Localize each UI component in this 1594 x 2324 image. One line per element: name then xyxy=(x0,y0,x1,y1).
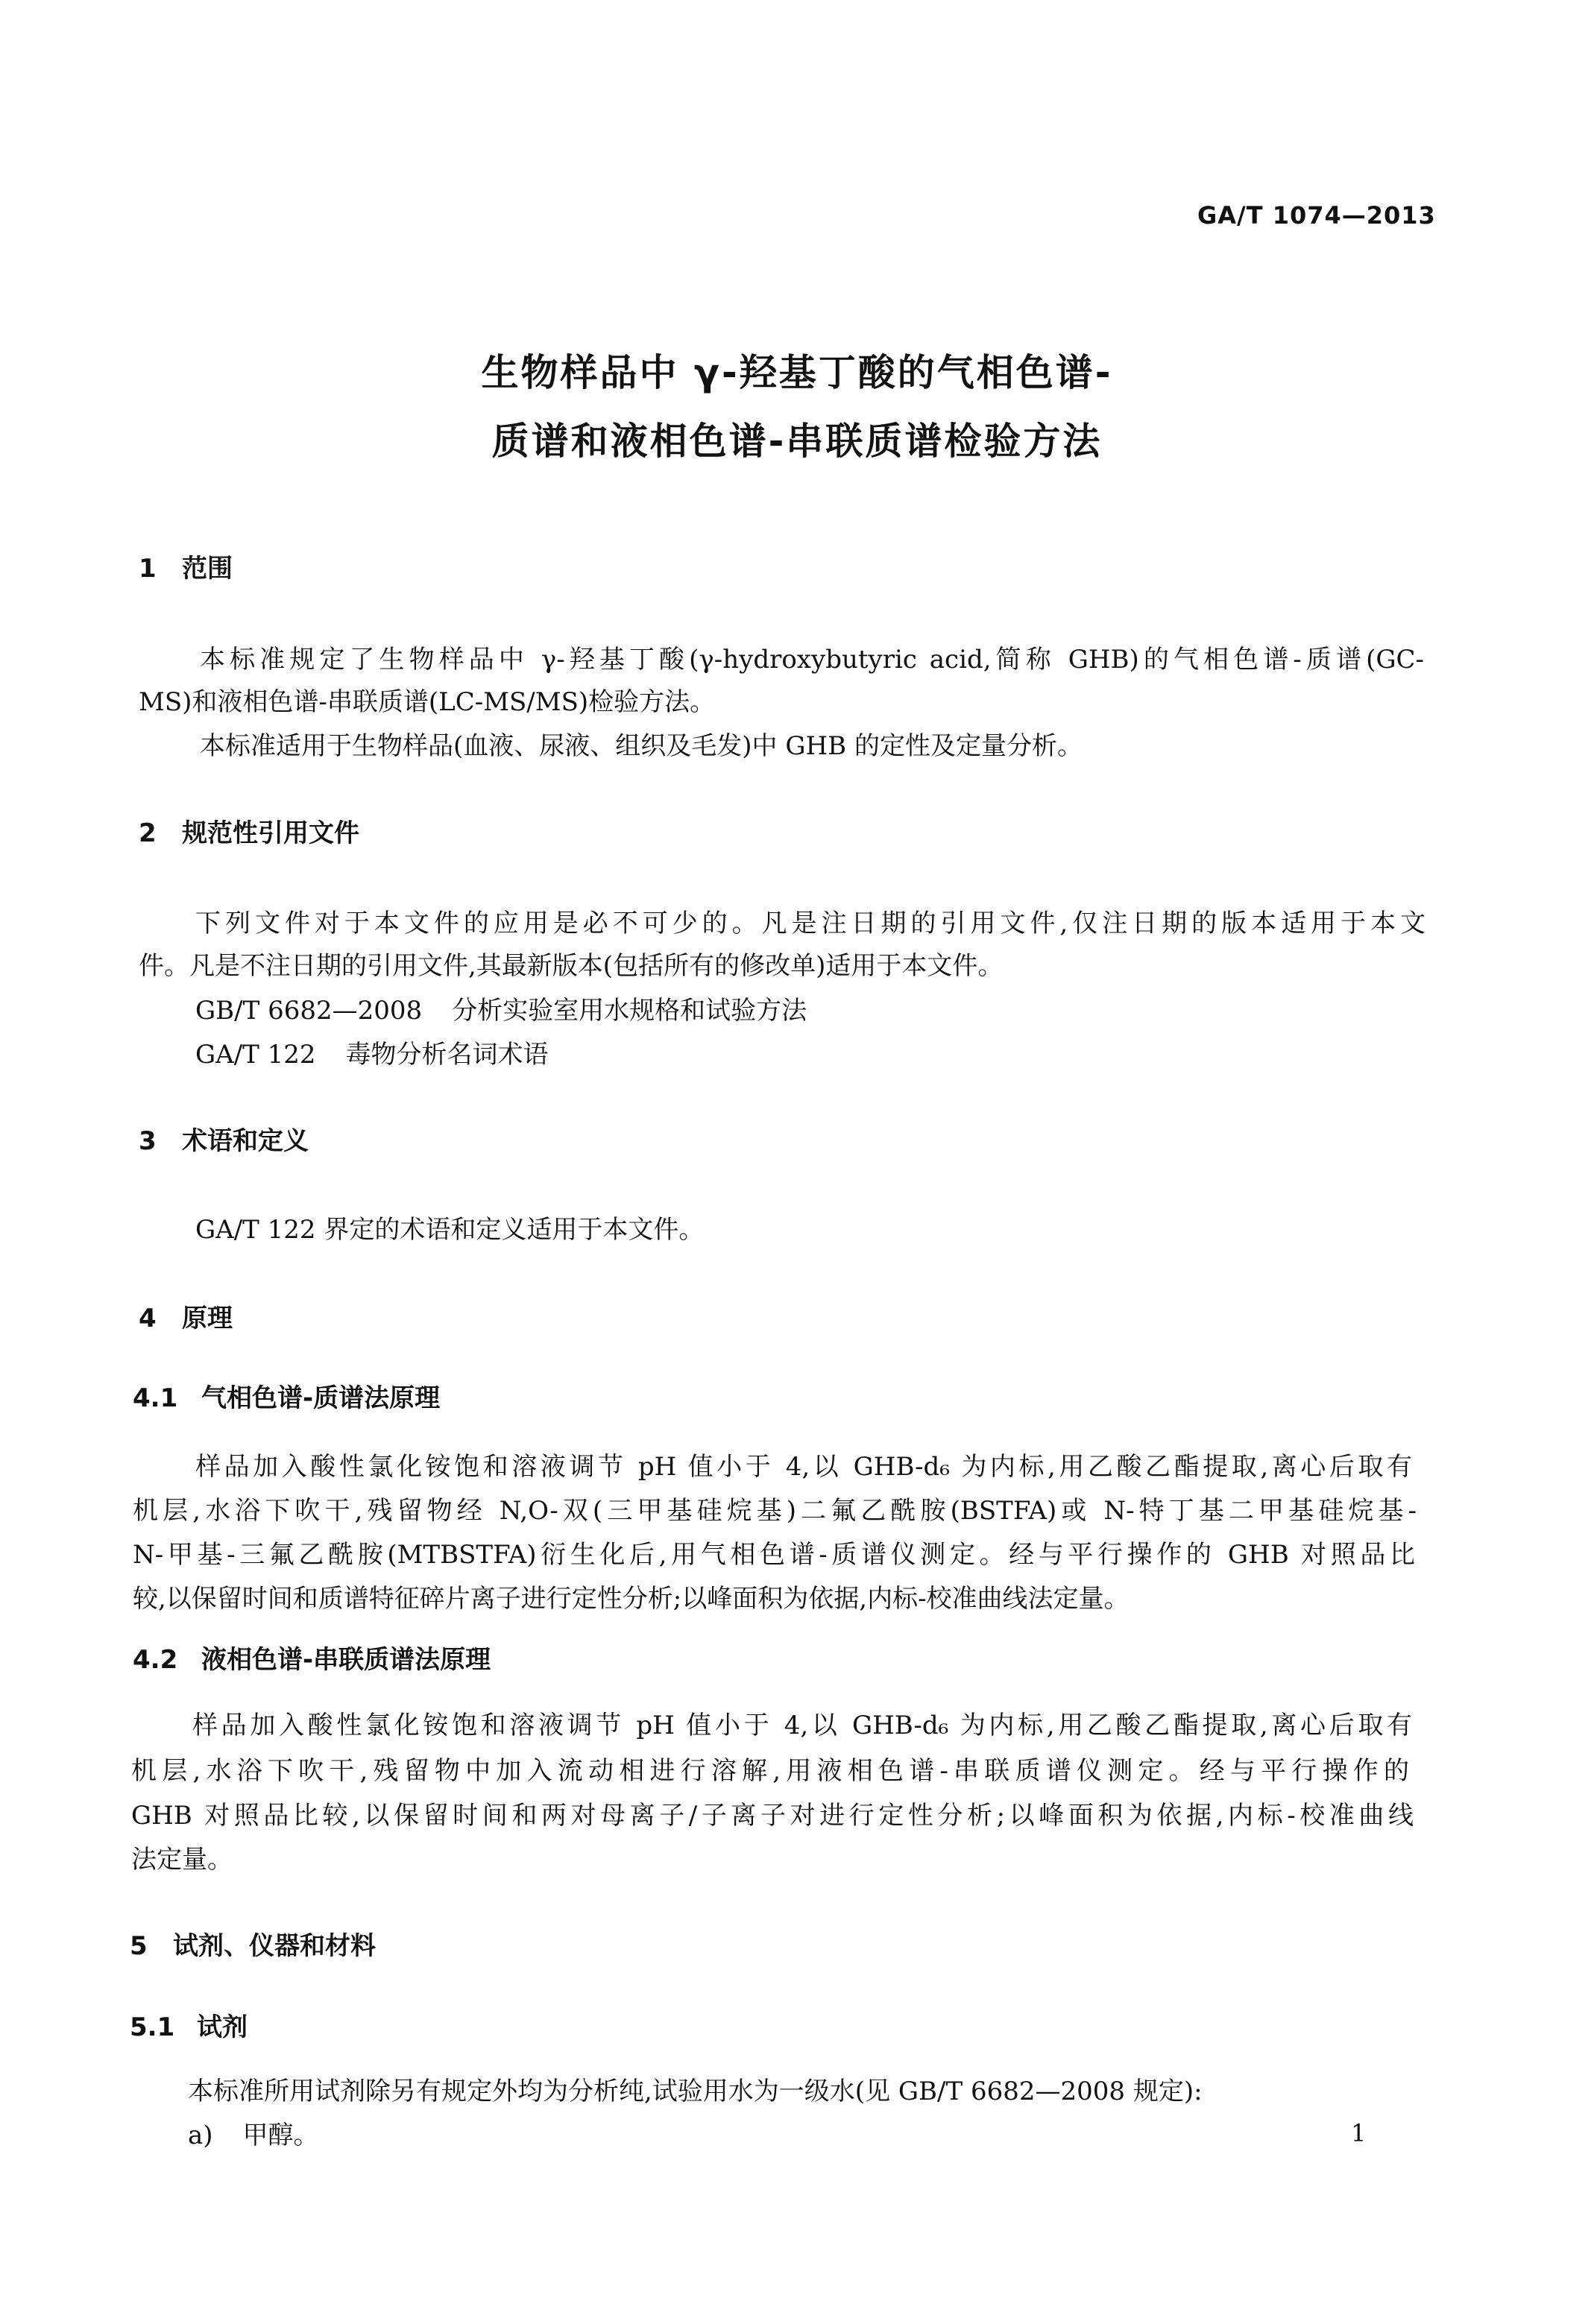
subsection-title: 试剂 xyxy=(197,2012,248,2042)
subsection-title: 液相色谱-串联质谱法原理 xyxy=(201,1645,491,1675)
paragraph-line: 法定量。 xyxy=(131,1845,233,1875)
reference-item xyxy=(195,1034,549,1070)
paragraph-line: N-甲基-三氟乙酰胺(MTBSTFA)衍生化后,用气相色谱-质谱仪测定。经与平行操作的 GHB 对照品比 xyxy=(133,1540,1415,1570)
list-item xyxy=(188,2115,319,2151)
section-2-heading xyxy=(139,812,359,849)
reference-title: 毒物分析名词术语 xyxy=(345,1040,549,1070)
subsection-4-2-heading xyxy=(133,1639,491,1676)
paragraph-line: 机层,水浴下吹干,残留物经 N,O-双(三甲基硅烷基)二氟乙酰胺(BSTFA)或 N-特丁基二甲基硅烷基- xyxy=(133,1496,1417,1526)
reference-title: 分析实验室用水规格和试验方法 xyxy=(452,996,807,1026)
paragraph-line: 较,以保留时间和质谱特征碎片离子进行定性分析;以峰面积为依据,内标-校准曲线法定量。 xyxy=(133,1584,1130,1614)
section-number: 3 xyxy=(139,1126,157,1156)
section-number: 1 xyxy=(139,554,157,584)
reference-code: GA/T 122 xyxy=(195,1040,316,1070)
document-title-line1: 生物样品中 γ-羟基丁酸的气相色谱- xyxy=(481,351,1113,394)
list-item-text: 甲醇。 xyxy=(242,2121,319,2150)
paragraph-line: 本标准规定了生物样品中 γ-羟基丁酸(γ-hydroxybutyric acid,简称 GHB)的气相色谱-质谱(GC- xyxy=(200,645,1424,675)
subsection-5-1-heading xyxy=(130,2006,248,2043)
section-number: 5 xyxy=(130,1931,148,1961)
paragraph-line: 件。凡是不注日期的引用文件,其最新版本(包括所有的修改单)适用于本文件。 xyxy=(139,951,1004,981)
paragraph-line: 样品加入酸性氯化铵饱和溶液调节 pH 值小于 4,以 GHB-d₆ 为内标,用乙酸乙酯提取,离心后取有 xyxy=(192,1711,1412,1740)
subsection-number: 4.1 xyxy=(133,1383,178,1413)
subsection-number: 4.2 xyxy=(133,1645,178,1675)
section-title: 试剂、仪器和材料 xyxy=(173,1931,376,1961)
page-number: 1 xyxy=(1351,2119,1367,2147)
paragraph-line: MS)和液相色谱-串联质谱(LC-MS/MS)检验方法。 xyxy=(139,687,716,717)
paragraph-line: 样品加入酸性氯化铵饱和溶液调节 pH 值小于 4,以 GHB-d₆ 为内标,用乙酸乙酯提取,离心后取有 xyxy=(195,1452,1412,1482)
paragraph-line: 下列文件对于本文件的应用是必不可少的。凡是注日期的引用文件,仅注日期的版本适用于本文 xyxy=(195,909,1426,938)
section-number: 2 xyxy=(139,818,157,848)
list-item-label: a) xyxy=(188,2121,213,2150)
section-4-heading xyxy=(139,1298,233,1334)
paragraph-line: 机层,水浴下吹干,残留物中加入流动相进行溶解,用液相色谱-串联质谱仪测定。经与平行操作的 xyxy=(131,1756,1409,1786)
reference-code: GB/T 6682—2008 xyxy=(195,996,423,1026)
subsection-title: 气相色谱-质谱法原理 xyxy=(201,1383,441,1413)
reference-item xyxy=(195,990,807,1026)
paragraph-line: GHB 对照品比较,以保留时间和两对母离子/子离子对进行定性分析;以峰面积为依据,内标-校准曲线 xyxy=(131,1801,1414,1831)
section-1-heading xyxy=(139,548,233,584)
section-title: 规范性引用文件 xyxy=(182,818,359,848)
paragraph: 本标准适用于生物样品(血液、尿液、组织及毛发)中 GHB 的定性及定量分析。 xyxy=(200,731,1083,761)
subsection-number: 5.1 xyxy=(130,2012,175,2042)
paragraph: 本标准所用试剂除另有规定外均为分析纯,试验用水为一级水(见 GB/T 6682—2008 规定): xyxy=(188,2077,1203,2106)
section-title: 范围 xyxy=(182,554,233,584)
section-title: 原理 xyxy=(182,1304,233,1333)
section-title: 术语和定义 xyxy=(182,1126,309,1156)
document-title-line2: 质谱和液相色谱-串联质谱检验方法 xyxy=(491,420,1103,463)
paragraph: GA/T 122 界定的术语和定义适用于本文件。 xyxy=(195,1215,705,1245)
section-number: 4 xyxy=(139,1304,157,1333)
standard-code: GA/T 1074—2013 xyxy=(1197,201,1436,230)
subsection-4-1-heading xyxy=(133,1377,440,1414)
section-5-heading xyxy=(130,1925,376,1962)
section-3-heading xyxy=(139,1120,309,1157)
